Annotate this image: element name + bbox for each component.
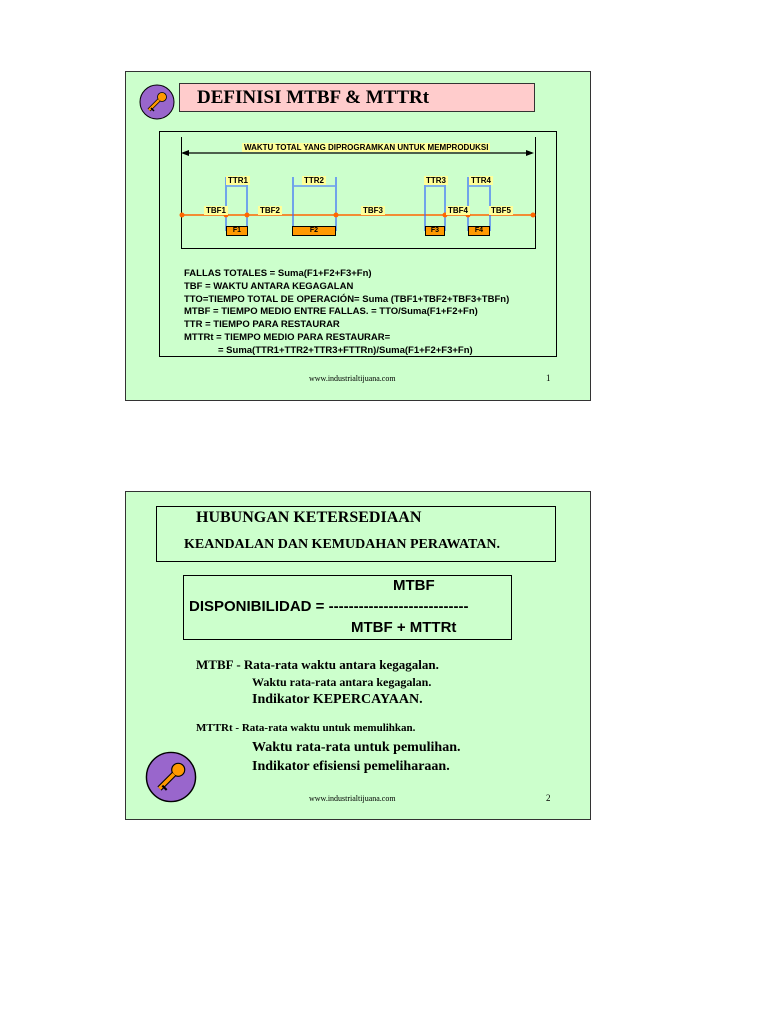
slide-title: DEFINISI MTBF & MTTRt: [179, 83, 535, 112]
page-number: 2: [546, 793, 551, 803]
definition-line: TTO=TIEMPO TOTAL DE OPERACIÓN= Suma (TBF1+TBF2+TBF3+TBFn): [184, 293, 510, 305]
definition-line: MTBF = TIEMPO MEDIO ENTRE FALLAS. = TTO/Suma(F1+F2+Fn): [184, 306, 478, 318]
mttrt-sub-2: Indikator efisiensi pemeliharaan.: [252, 759, 450, 774]
definition-line: MTTRt = TIEMPO MEDIO PARA RESTAURAR=: [184, 331, 391, 343]
tbf2-label: TBF2: [260, 206, 280, 215]
ttr4-label: TTR4: [471, 176, 491, 185]
footer-url: www.industrialtijuana.com: [309, 374, 396, 383]
heading-line-1: HUBUNGAN KETERSEDIAAN: [196, 509, 422, 526]
ttr2-label: TTR2: [304, 176, 324, 185]
tbf3-label: TBF3: [363, 206, 383, 215]
slide-2: [125, 491, 591, 820]
formula-lhs: DISPONIBILIDAD = ----------------------------: [189, 598, 469, 615]
mttrt-definition: MTTRt - Rata-rata waktu untuk memulihkan.: [196, 722, 416, 734]
tbf4-label: TBF4: [448, 206, 468, 215]
tbf5-label: TBF5: [491, 206, 511, 215]
key-icon: [145, 751, 197, 808]
definition-line: FALLAS TOTALES = Suma(F1+F2+F3+Fn): [184, 268, 372, 279]
total-time-label: WAKTU TOTAL YANG DIPROGRAMKAN UNTUK MEMPRODUKSI: [244, 143, 489, 152]
formula-numerator: MTBF: [393, 577, 435, 594]
definition-line: TBF = WAKTU ANTARA KEGAGALAN: [184, 280, 354, 292]
availability-formula-box: [183, 575, 512, 640]
failure-f1: F1: [226, 226, 248, 236]
ttr3-label: TTR3: [426, 176, 446, 185]
failure-f2: F2: [292, 226, 336, 236]
mtbf-sub-2: Indikator KEPERCAYAAN.: [252, 692, 423, 707]
definition-line: TTR = TIEMPO PARA RESTAURAR: [184, 319, 340, 331]
mtbf-definition: MTBF - Rata-rata waktu antara kegagalan.: [196, 657, 439, 672]
failure-f3: F3: [425, 226, 445, 236]
definition-line: = Suma(TTR1+TTR2+TTR3+FTTRn)/Suma(F1+F2+F3+Fn): [218, 344, 473, 356]
key-icon: [139, 84, 175, 125]
page-number: 1: [546, 373, 551, 383]
footer-url: www.industrialtijuana.com: [309, 794, 396, 803]
ttr1-label: TTR1: [228, 176, 248, 185]
formula-denominator: MTBF + MTTRt: [351, 619, 457, 636]
definitions-list: [184, 268, 509, 358]
tbf1-label: TBF1: [206, 206, 226, 215]
failure-f4: F4: [468, 226, 490, 236]
heading-line-2: KEANDALAN DAN KEMUDAHAN PERAWATAN.: [184, 537, 501, 552]
mttrt-sub-1: Waktu rata-rata untuk pemulihan.: [252, 740, 461, 755]
slide-1: [125, 71, 591, 401]
mtbf-sub-1: Waktu rata-rata antara kegagalan.: [252, 675, 432, 689]
